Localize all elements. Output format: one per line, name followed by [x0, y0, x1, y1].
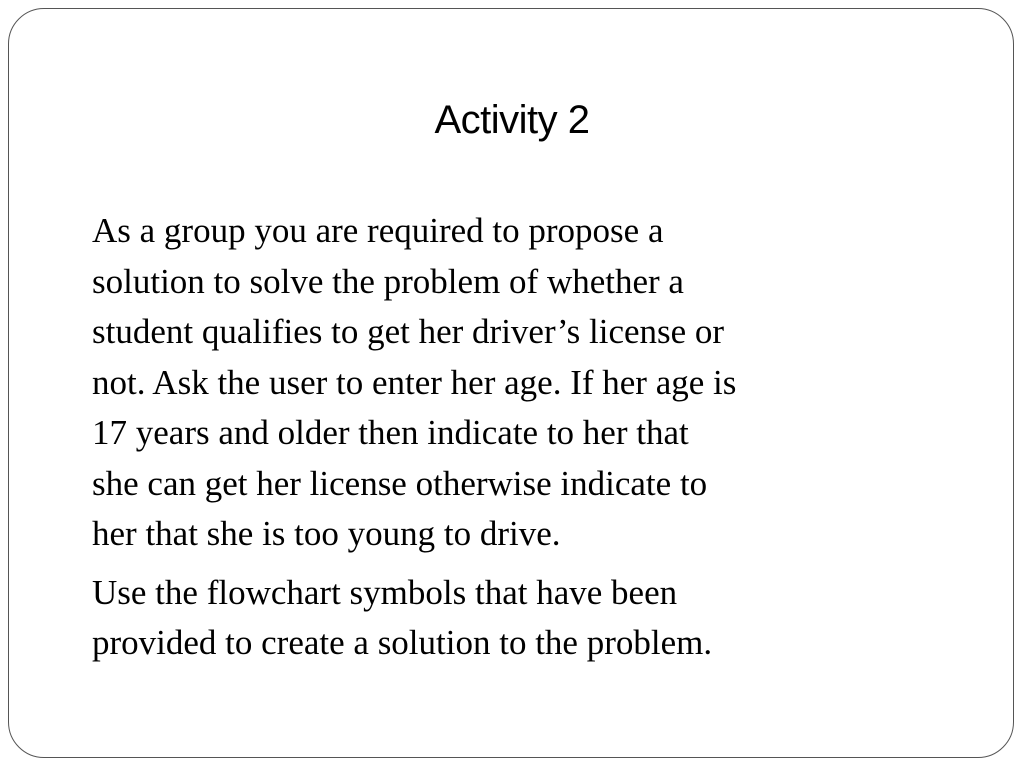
flowchart-paragraph	[92, 568, 992, 669]
text-line: she can get her license otherwise indicate to	[92, 463, 708, 503]
slide-title: Activity 2	[434, 98, 590, 142]
text-line: As a group you are required to propose a	[92, 211, 664, 250]
text-line: solution to solve the problem of whether a	[92, 261, 684, 301]
instruction-paragraph	[92, 206, 992, 560]
text-line: provided to create a solution to the problem.	[92, 623, 713, 662]
text-line: student qualifies to get her driver’s license or	[92, 312, 725, 351]
text-line: 17 years and older then indicate to her that	[92, 413, 689, 452]
text-line: not. Ask the user to enter her age. If her age is	[92, 362, 737, 402]
text-line: Use the flowchart symbols that have been	[92, 572, 678, 612]
slide-body	[92, 206, 992, 669]
text-line: her that she is too young to drive.	[92, 514, 561, 553]
